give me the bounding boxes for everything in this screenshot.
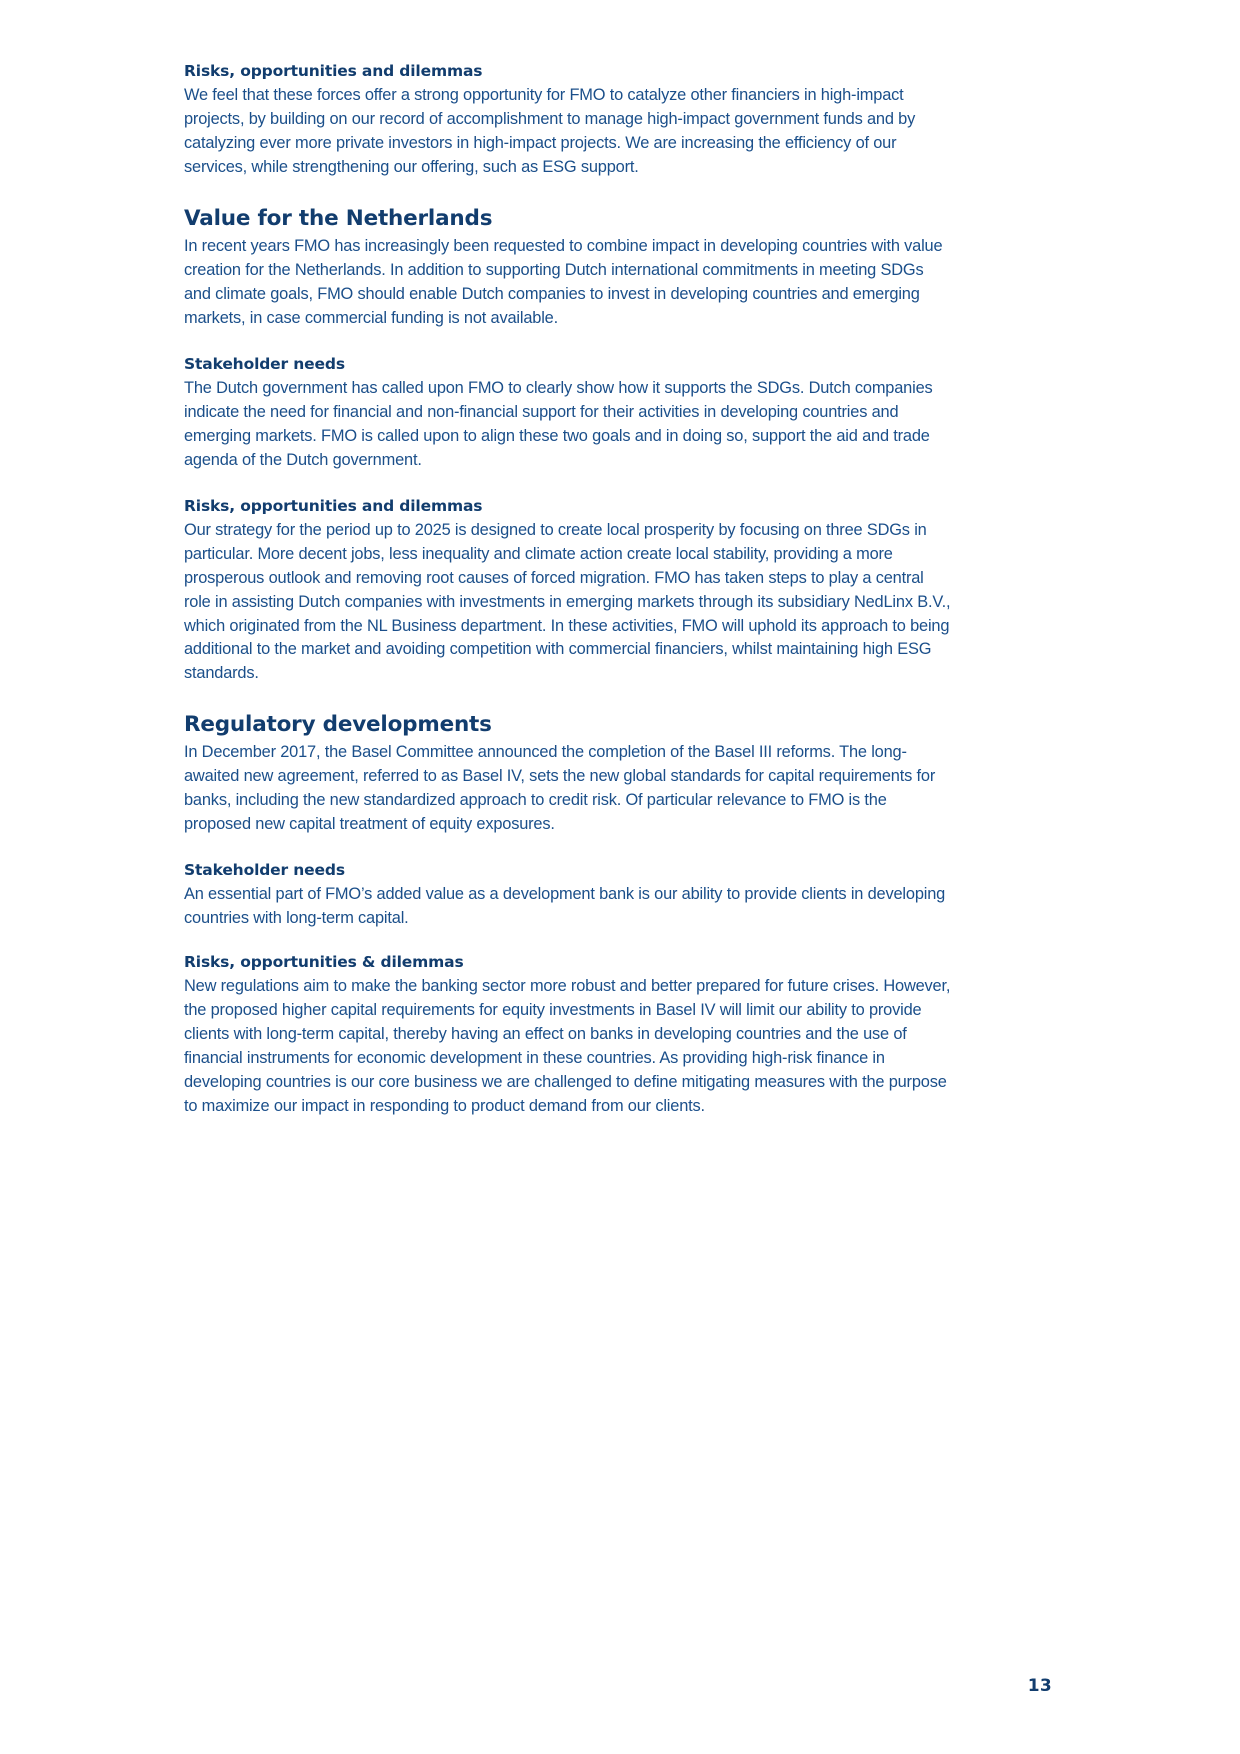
section-value-for-the-netherlands [184,206,952,331]
section-heading: Risks, opportunities & dilemmas [184,952,464,971]
section-heading: Regulatory developments [184,712,492,738]
page-content [184,62,952,1119]
section-body: We feel that these forces offer a strong opportunity for FMO to catalyze other financiers in high-impact projects, by building on our record of accomplishment to manage high-impact government funds and by catalyzing ever more private investors in high-impact projects. We are increasing the efficiency of our services, while strengthening our offering, such as ESG support. [184,86,916,177]
section-heading: Risks, opportunities and dilemmas [184,496,483,515]
section-body: An essential part of FMO’s added value as a development bank is our ability to provide clients in developing countries with long-term capital. [184,885,946,927]
section-heading: Risks, opportunities and dilemmas [184,62,483,80]
spacer [184,837,952,861]
section-body: The Dutch government has called upon FMO to clearly show how it supports the SDGs. Dutch companies indicate the need for financial and non-financial support for their activities in developing countries and emerging markets. FMO is called upon to align these two goals and in doing so, support the aid and trade agenda of the Dutch government. [184,378,933,469]
page-number: 13 [1027,1676,1052,1696]
section-body: In December 2017, the Basel Committee announced the completion of the Basel III reforms. The long-awaited new agreement, referred to as Basel IV, sets the new global standards for capital requirements for banks, including the new standardized approach to credit risk. Of particular relevance to FMO is the proposed new capital treatment of equity exposures. [184,743,936,833]
spacer [184,686,952,712]
spacer [184,473,952,497]
section-heading: Stakeholder needs [184,860,345,879]
section-stakeholder-needs-2 [184,861,952,931]
section-risks-opportunities-dilemmas-3 [184,953,952,1119]
section-body: Our strategy for the period up to 2025 is designed to create local prosperity by focusing on three SDGs in particular. More decent jobs, less inequality and climate action create local stability, providing a more prosperous outlook and removing root causes of forced migration. FMO has taken steps to play a central role in assisting Dutch companies with investments in emerging markets through its subsidiary NedLinx B.V., which originated from the NL Business department. In these activities, FMO will uphold its approach to being additional to the market and avoiding competition with commercial financiers, whilst maintaining high ESG standards. [184,520,951,683]
section-stakeholder-needs-1 [184,355,952,473]
spacer [184,331,952,355]
section-body: In recent years FMO has increasingly been requested to combine impact in developing countries with value creation for the Netherlands. In addition to supporting Dutch international commitments in meeting SDGs and climate goals, FMO should enable Dutch companies to invest in developing countries and emerging markets, in case commercial funding is not available. [184,236,943,327]
section-heading: Stakeholder needs [184,354,345,373]
section-risks-opportunities-dilemmas-2 [184,497,952,687]
section-risks-opportunities-dilemmas-1 [184,62,952,180]
section-regulatory-developments [184,712,952,837]
spacer [184,931,952,953]
section-body: New regulations aim to make the banking sector more robust and better prepared for future crises. However, the proposed higher capital requirements for equity investments in Basel IV will limit our ability to provide clients with long-term capital, thereby having an effect on banks in developing countries and the use of financial instruments for economic development in these countries. As providing high-risk finance in developing countries is our core business we are challenged to define mitigating measures with the purpose to maximize our impact in responding to product demand from our clients. [184,977,951,1115]
section-heading: Value for the Netherlands [184,206,493,231]
spacer [184,180,952,206]
